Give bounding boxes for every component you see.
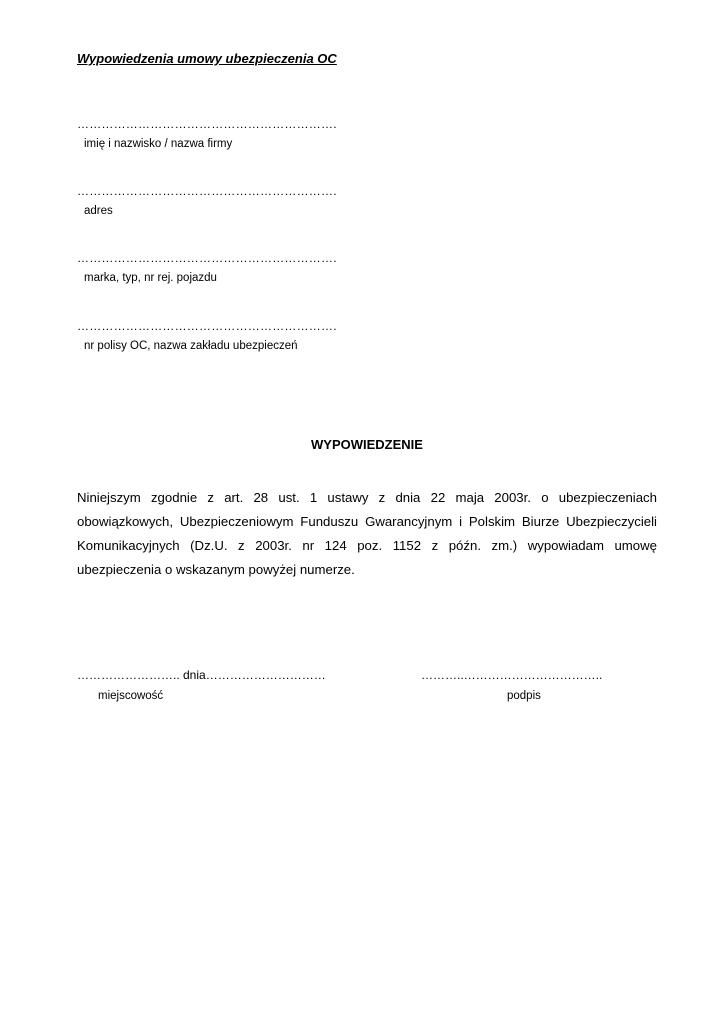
- place-date-line: …………………….. dnia…………………………: [77, 668, 326, 682]
- field-dots-address: ……………………………………………………….: [77, 184, 337, 198]
- document-body: Niniejszym zgodnie z art. 28 ust. 1 ustawy z dnia 22 maja 2003r. o ubezpieczeniach obowiązkowych, Ubezpieczeniowym Funduszu Gwarancyjnym i Polskim Biurze Ubezpieczycieli Komunikacyjnych (Dz.U. z 2003r. nr 124 poz. 1152 z późn. zm.) wypowiadam umowę ubezpieczenia o wskazanym powyżej numerze.: [77, 490, 657, 577]
- place-caption: miejscowość: [98, 690, 164, 702]
- signature-caption: podpis: [507, 690, 541, 702]
- field-caption-name: imię i nazwisko / nazwa firmy: [84, 138, 233, 150]
- field-caption-policy: nr polisy OC, nazwa zakładu ubezpieczeń: [84, 340, 298, 352]
- document-title: Wypowiedzenia umowy ubezpieczenia OC: [77, 51, 337, 66]
- field-dots-name: ……………………………………………………….: [77, 117, 337, 131]
- field-caption-vehicle: marka, typ, nr rej. pojazdu: [84, 272, 217, 284]
- signature-line: ………..……………………………..: [421, 668, 603, 682]
- field-caption-address: adres: [84, 205, 113, 217]
- field-dots-policy: ……………………………………………………….: [77, 319, 337, 333]
- field-dots-vehicle: ……………………………………………………….: [77, 251, 337, 265]
- document-heading: WYPOWIEDZENIE: [311, 437, 423, 452]
